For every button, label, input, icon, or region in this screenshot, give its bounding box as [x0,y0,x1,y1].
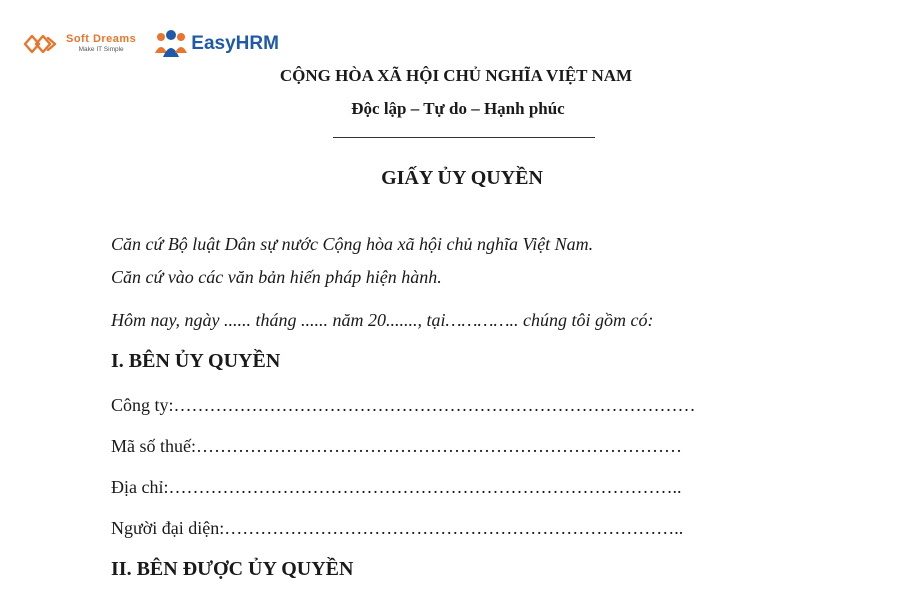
motto: Độc lập – Tự do – Hạnh phúc [351,99,565,118]
address-field: Địa chỉ:………………………………………………………………………….. [111,477,682,497]
legal-basis-1: Căn cứ Bộ luật Dân sự nước Cộng hòa xã hội chủ nghĩa Việt Nam. [111,234,594,254]
date-place-line: Hôm nay, ngày ...... tháng ...... năm 20......., tại………….. chúng tôi gồm có: [111,310,654,330]
national-title: CỘNG HÒA XÃ HỘI CHỦ NGHĨA VIỆT NAM [279,66,633,85]
easyhrm-name: EasyHRM [191,33,279,54]
softdreams-name: Soft Dreams [66,33,137,46]
logo-bar [22,26,279,62]
softdreams-logo [22,29,136,59]
softdreams-tagline: Make IT Simple [78,46,124,54]
tax-code-field: Mã số thuế:……………………………………………………………………… [111,436,682,456]
document-title: GIẤY ỦY QUYỀN [381,167,543,189]
softdreams-mark-icon [22,29,62,59]
company-field: Công ty:…………………………………………………………………………… [111,395,696,415]
representative-field: Người đại diện:………………………………………………………………….. [111,518,684,538]
legal-basis-2: Căn cứ vào các văn bản hiến pháp hiện hành. [111,267,442,287]
section-heading-agent: II. BÊN ĐƯỢC ỦY QUYỀN [111,558,354,580]
easyhrm-logo [154,29,279,59]
section-heading-principal: I. BÊN ỦY QUYỀN [111,350,281,372]
easyhrm-people-icon [154,29,188,59]
header-divider [333,137,595,138]
